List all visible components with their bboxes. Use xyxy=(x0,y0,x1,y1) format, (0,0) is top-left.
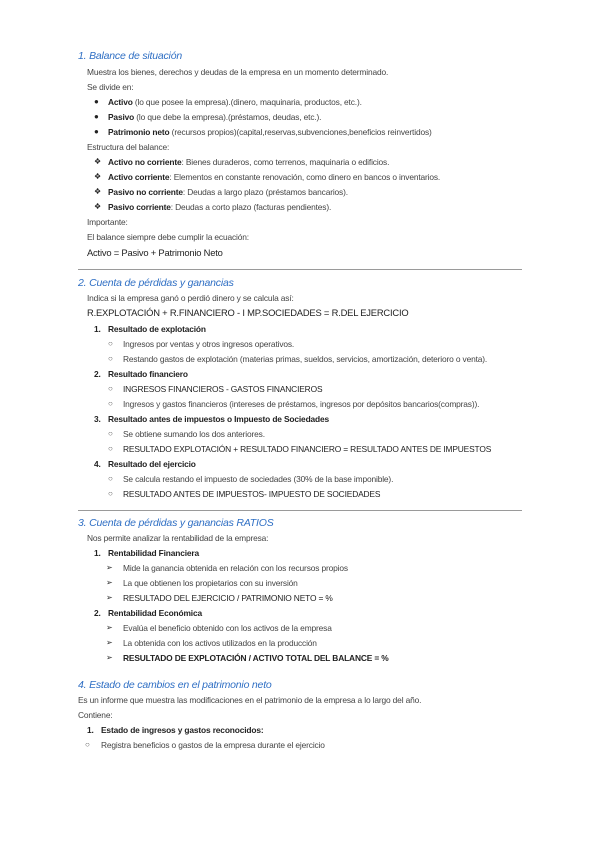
list-number: 1. xyxy=(94,548,101,558)
section-3-intro: Nos permite analizar la rentabilidad de la empresa: xyxy=(87,533,269,543)
circle-bullet-icon: ○ xyxy=(108,339,113,348)
list-item: Patrimonio neto (recursos propios)(capital,reservas,subvenciones,beneficios reinvertidos) xyxy=(108,127,432,137)
list-number: 4. xyxy=(94,459,101,469)
section-4-intro: Es un informe que muestra las modificaciones en el patrimonio de la empresa a lo largo del año. xyxy=(78,695,422,705)
list-item: Activo no corriente: Bienes duraderos, como terrenos, maquinaria o edificios. xyxy=(108,157,390,167)
subsection-title: Resultado financiero xyxy=(108,369,188,379)
circle-bullet-icon: ○ xyxy=(108,474,113,483)
section-2-title: 2. Cuenta de pérdidas y ganancias xyxy=(78,277,234,289)
list-number: 2. xyxy=(94,369,101,379)
list-number: 2. xyxy=(94,608,101,618)
bullet-icon: ● xyxy=(94,127,99,136)
section-divider xyxy=(78,510,522,511)
bullet-icon: ● xyxy=(94,112,99,121)
list-item: RESULTADO DEL EJERCICIO / PATRIMONIO NETO = % xyxy=(123,593,333,603)
arrow-bullet-icon: ➢ xyxy=(106,623,113,632)
subsection-title: Resultado de explotación xyxy=(108,324,206,334)
arrow-bullet-icon: ➢ xyxy=(106,638,113,647)
balance-equation: Activo = Pasivo + Patrimonio Neto xyxy=(87,247,223,258)
circle-bullet-icon: ○ xyxy=(108,399,113,408)
subsection-title: Rentabilidad Económica xyxy=(108,608,202,618)
list-item: Se calcula restando el impuesto de sociedades (30% de la base imponible). xyxy=(123,474,394,484)
circle-bullet-icon: ○ xyxy=(108,429,113,438)
subsection-title: Estado de ingresos y gastos reconocidos: xyxy=(101,725,264,735)
list-number: 1. xyxy=(87,725,94,735)
list-item: RESULTADO ANTES DE IMPUESTOS- IMPUESTO DE SOCIEDADES xyxy=(123,489,381,499)
circle-bullet-icon: ○ xyxy=(85,740,90,749)
circle-bullet-icon: ○ xyxy=(108,384,113,393)
arrow-bullet-icon: ➢ xyxy=(106,563,113,572)
subsection-title: Resultado del ejercicio xyxy=(108,459,196,469)
list-item: Activo corriente: Elementos en constante renovación, como dinero en bancos o inventarios. xyxy=(108,172,441,182)
list-item: Restando gastos de explotación (materias primas, sueldos, servicios, amortización, deterioro o venta). xyxy=(123,354,488,364)
diamond-bullet-icon: ❖ xyxy=(94,157,102,166)
list-number: 3. xyxy=(94,414,101,424)
list-item: Pasivo (lo que debe la empresa).(préstamos, deudas, etc.). xyxy=(108,112,322,122)
contains-label: Contiene: xyxy=(78,710,113,720)
diamond-bullet-icon: ❖ xyxy=(94,187,102,196)
list-item: Ingresos y gastos financieros (intereses de préstamos, ingresos por depósitos bancarios(compras)). xyxy=(123,399,480,409)
list-item: Pasivo corriente: Deudas a corto plazo (facturas pendientes). xyxy=(108,202,332,212)
structure-label: Estructura del balance: xyxy=(87,142,170,152)
section-1-intro: Muestra los bienes, derechos y deudas de la empresa en un momento determinado. xyxy=(87,67,389,77)
list-item: Evalúa el beneficio obtenido con los activos de la empresa xyxy=(123,623,332,633)
list-item: RESULTADO EXPLOTACIÓN + RESULTADO FINANCIERO = RESULTADO ANTES DE IMPUESTOS xyxy=(123,444,492,454)
list-item: Ingresos por ventas y otros ingresos operativos. xyxy=(123,339,295,349)
important-label: Importante: xyxy=(87,217,128,227)
list-number: 1. xyxy=(94,324,101,334)
list-item: Se obtiene sumando los dos anteriores. xyxy=(123,429,265,439)
arrow-bullet-icon: ➢ xyxy=(106,653,113,662)
list-item: La obtenida con los activos utilizados en la producción xyxy=(123,638,317,648)
list-item: INGRESOS FINANCIEROS - GASTOS FINANCIEROS xyxy=(123,384,323,394)
list-item: Mide la ganancia obtenida en relación con los recursos propios xyxy=(123,563,348,573)
section-3-title: 3. Cuenta de pérdidas y ganancias RATIOS xyxy=(78,517,274,529)
list-item: Registra beneficios o gastos de la empresa durante el ejercicio xyxy=(101,740,325,750)
subsection-title: Resultado antes de impuestos o Impuesto de Sociedades xyxy=(108,414,330,424)
list-item: La que obtienen los propietarios con su inversión xyxy=(123,578,298,588)
section-1-title: 1. Balance de situación xyxy=(78,50,182,62)
section-divider xyxy=(78,269,522,270)
list-item: RESULTADO DE EXPLOTACIÓN / ACTIVO TOTAL DEL BALANCE = % xyxy=(123,653,389,663)
circle-bullet-icon: ○ xyxy=(108,444,113,453)
section-4-title: 4. Estado de cambios en el patrimonio neto xyxy=(78,679,272,691)
arrow-bullet-icon: ➢ xyxy=(106,593,113,602)
section-2-intro: Indica si la empresa ganó o perdió dinero y se calcula así: xyxy=(87,293,294,303)
list-item: Activo (lo que posee la empresa).(dinero, maquinaria, productos, etc.). xyxy=(108,97,362,107)
list-item: Pasivo no corriente: Deudas a largo plazo (préstamos bancarios). xyxy=(108,187,348,197)
arrow-bullet-icon: ➢ xyxy=(106,578,113,587)
diamond-bullet-icon: ❖ xyxy=(94,202,102,211)
circle-bullet-icon: ○ xyxy=(108,489,113,498)
section-1-divides: Se divide en: xyxy=(87,82,134,92)
bullet-icon: ● xyxy=(94,97,99,106)
diamond-bullet-icon: ❖ xyxy=(94,172,102,181)
equation-intro: El balance siempre debe cumplir la ecuación: xyxy=(87,232,249,242)
circle-bullet-icon: ○ xyxy=(108,354,113,363)
results-equation: R.EXPLOTACIÓN + R.FINANCIERO - I MP.SOCIEDADES = R.DEL EJERCICIO xyxy=(87,307,409,318)
subsection-title: Rentabilidad Financiera xyxy=(108,548,200,558)
